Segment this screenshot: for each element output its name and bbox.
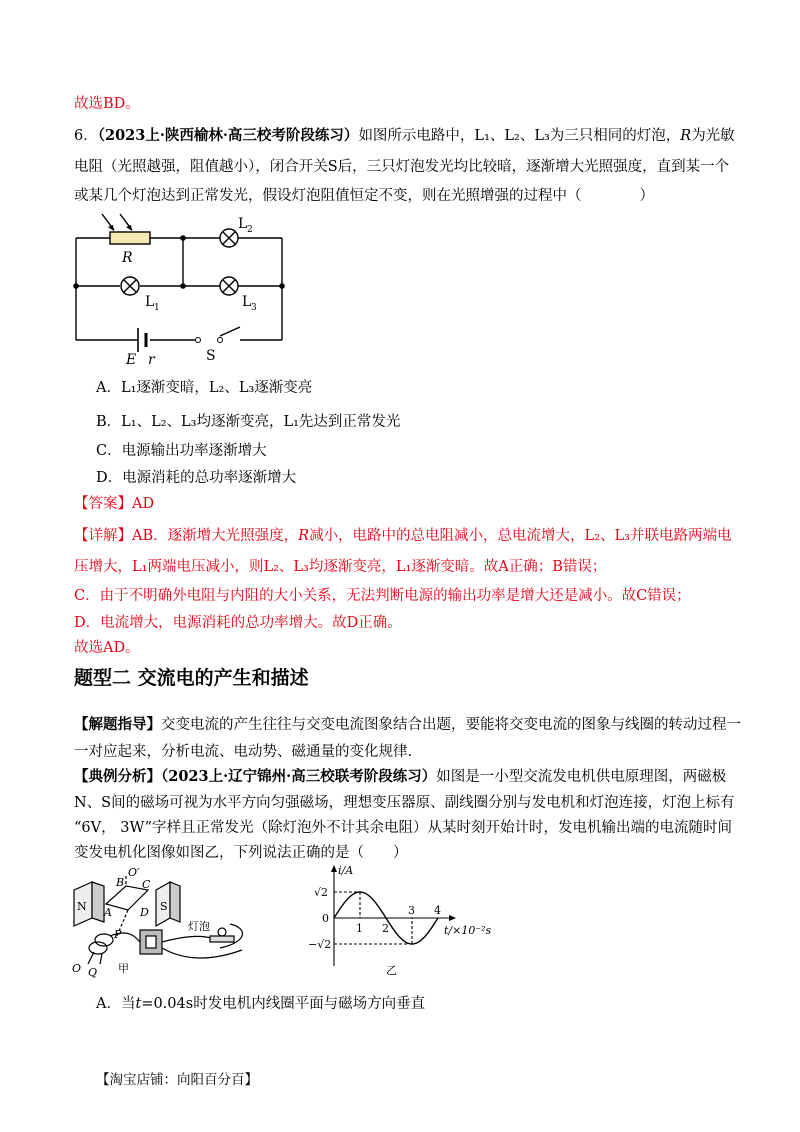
detail-line5: 故选AD。: [74, 640, 140, 656]
label-O: O: [72, 962, 82, 975]
generator-figure: [70, 868, 290, 978]
section-title: 题型二 交流电的产生和描述: [74, 667, 309, 689]
detail-line3: C．由于不明确外电阻与内阻的大小关系，无法判断电源的输出功率是增大还是减小。故C错误；: [74, 588, 691, 604]
example-option-a-post: =0.04s时发电机内线圈平面与磁场方向垂直: [141, 996, 426, 1012]
option-d: D．电源消耗的总功率逐渐增大: [96, 470, 297, 486]
detail-l1-b: 减小，电路中的总电阻减小，总电流增大，L₂、L₃并联电路两端电: [309, 528, 732, 544]
q6-text1-end: 为光敏: [691, 128, 735, 144]
option-a: A．L₁逐渐变暗，L₂、L₃逐渐变亮: [96, 380, 313, 396]
caption-yi: 乙: [386, 964, 397, 977]
tick-3: 3: [408, 904, 415, 917]
detail-line2: 压增大，L₁两端电压减小，则L₂、L₃均逐渐变亮，L₁逐渐变暗。故A正确；B错误；: [74, 559, 607, 575]
label-C: C: [142, 878, 151, 891]
q6-line2: 电阻（光照越强，阻值越小），闭合开关S后，三只灯泡发光均比较暗，逐渐增大光照强度，直到某一个: [74, 159, 730, 175]
q6-text1: 如图所示电路中，L₁、L₂、L₃为三只相同的灯泡，: [358, 128, 681, 144]
example-option-a-pre: A．当: [96, 996, 136, 1012]
detail-line4: D．电流增大，电源消耗的总功率增大。故D正确。: [74, 615, 402, 631]
label-L2: L: [238, 216, 248, 232]
q6-source: （2023上·陕西榆林·高三校考阶段练习）: [97, 127, 359, 144]
q6-R: R: [680, 128, 692, 144]
guide-line1: [74, 715, 741, 735]
detail-line1: [74, 526, 731, 546]
answer: 【答案】AD: [74, 496, 155, 512]
label-S: S: [206, 348, 216, 364]
y-max-label: √2: [314, 886, 329, 899]
label-O-prime: O′: [128, 868, 140, 879]
q6-line1: [74, 126, 735, 146]
example-label: 【典例分析】: [74, 768, 161, 785]
tick-4: 4: [434, 904, 441, 917]
label-L3: L: [242, 294, 252, 310]
example-line1: [74, 767, 726, 787]
label-r: r: [148, 352, 155, 368]
example-line4: 变发电机化图像如图乙，下列说法正确的是（ ）: [74, 845, 408, 861]
example-source: （2023上·辽宁锦州·高三校联考阶段练习）: [161, 768, 437, 785]
guide-line2: 一对应起来，分析电流、电动势、磁通量的变化规律.: [74, 744, 413, 760]
example-text1: 如图是一小型交流发电机供电原理图，两磁极: [436, 769, 727, 785]
guide-text1: 交变电流的产生往往与交变电流图象结合出题，要能将交变电流的图象与线圈的转动过程一: [161, 717, 741, 733]
label-S-magnet: S: [160, 900, 168, 913]
circuit-diagram: [70, 210, 300, 370]
guide-label: 【解题指导】: [74, 716, 161, 733]
example-line2: N、S间的磁场可视为水平方向匀强磁场，理想变压器原、副线圈分别与发电机和灯泡连接，灯泡上标有: [74, 795, 735, 811]
label-D: D: [140, 906, 149, 919]
example-line3: “6V， 3W”字样且正常发光（除灯泡外不计其余电阻）从某时刻开始计时，发电机输出端的电流随时间: [74, 820, 733, 836]
footer: 【淘宝店铺：向阳百分百】: [96, 1072, 258, 1088]
zero-label: 0: [322, 912, 329, 925]
label-E: E: [126, 352, 137, 368]
label-L1: L: [145, 294, 155, 310]
x-axis-label: t/×10⁻²s: [444, 924, 492, 937]
example-option-a: [96, 994, 425, 1014]
label-P: P: [114, 928, 122, 941]
prev-conclusion: 故选BD。: [74, 96, 140, 112]
label-L2-sub: 2: [247, 225, 253, 235]
label-L3-sub: 3: [251, 303, 257, 313]
detail-R: R: [298, 528, 310, 544]
caption-jia: 甲: [118, 962, 129, 975]
label-L1-sub: 1: [154, 303, 160, 313]
label-lamp: 灯泡: [188, 920, 210, 933]
y-axis-label: i/A: [338, 864, 354, 877]
label-Q: Q: [88, 966, 98, 978]
label-R: R: [122, 250, 133, 266]
q6-line3: 或某几个灯泡达到正常发光，假设灯泡阻值恒定不变，则在光照增强的过程中（ ）: [74, 188, 654, 204]
tick-1: 1: [356, 922, 363, 935]
label-N: N: [77, 900, 87, 913]
label-A: A: [104, 906, 112, 919]
label-B: B: [116, 876, 125, 889]
detail-l1-a: 【详解】AB．逐渐增大光照强度，: [74, 528, 299, 544]
tick-2: 2: [382, 922, 389, 935]
y-min-label: −√2: [308, 938, 332, 951]
option-c: C．电源输出功率逐渐增大: [96, 443, 267, 459]
example-option-a-t: t: [135, 996, 142, 1012]
q6-number: 6．: [74, 128, 98, 144]
option-b: B．L₁、L₂、L₃均逐渐变亮，L₁先达到正常发光: [96, 414, 401, 430]
current-time-graph: [300, 862, 500, 982]
